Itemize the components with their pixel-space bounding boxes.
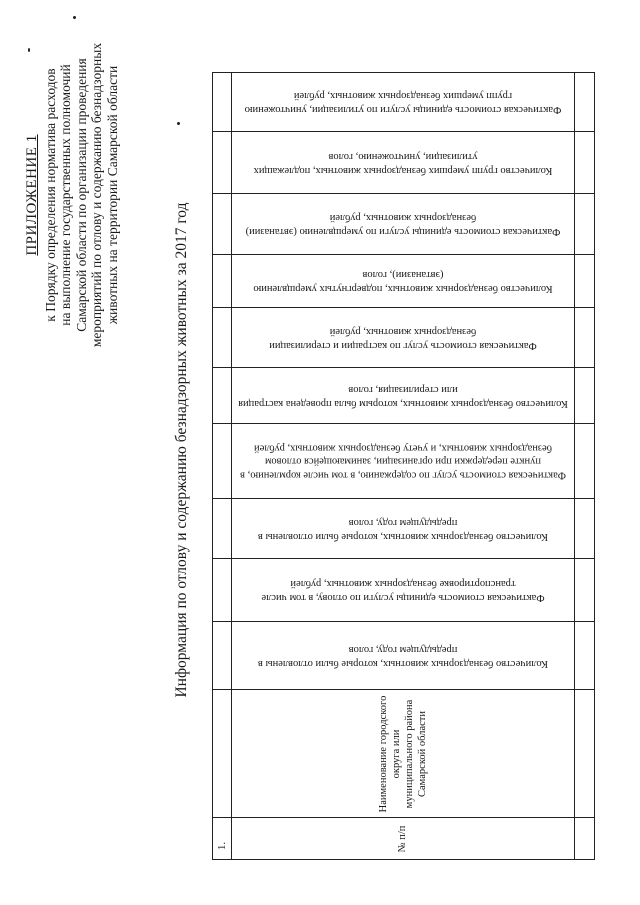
data-table xyxy=(212,72,595,860)
name-header-cell xyxy=(231,690,575,818)
appendix-line: животных на территории Самарской области xyxy=(104,65,120,325)
table-column xyxy=(213,193,594,255)
table-column xyxy=(213,558,594,622)
column-header-cell xyxy=(231,308,575,368)
column-header: Количество безнадзорных животных, которым была проведена кастрация или стерилизация, голов xyxy=(238,384,568,409)
document-heading: Информация по отлову и содержанию безнадзорных животных за 2017 год xyxy=(173,202,190,698)
table-column xyxy=(213,423,594,499)
column-header: Количество безнадзорных животных, подвергнутых умерщвлению (эвтаназии), голов xyxy=(253,269,553,294)
column-header-cell xyxy=(231,194,575,255)
table-column xyxy=(213,621,594,690)
table-column xyxy=(213,498,594,559)
table-column-name xyxy=(213,689,594,818)
column-header-cell xyxy=(231,73,575,131)
column-header-cell xyxy=(231,622,575,690)
appendix-header xyxy=(25,25,145,365)
column-header: Количество групп умерших безнадзорных животных, подлежащих утилизации, уничтожению, голов xyxy=(253,151,553,176)
column-header-cell xyxy=(231,255,575,308)
appendix-line: Самарской области по организации проведения xyxy=(73,58,89,332)
appendix-line: мероприятий по отлову и содержанию безнадзорных xyxy=(89,42,104,348)
scan-speck xyxy=(73,16,76,19)
appendix-line: на выполнение государственных полномочий xyxy=(58,64,73,326)
table-column xyxy=(213,131,594,194)
number-column-header: № п/п xyxy=(397,825,408,853)
column-header: Количество безнадзорных животных, которые были отловлены в предыдущем году, голов xyxy=(257,644,549,669)
appendix-title: ПРИЛОЖЕНИЕ 1 xyxy=(24,134,40,256)
column-header-cell xyxy=(231,559,575,622)
table-column-number xyxy=(213,817,594,860)
column-header: Количество безнадзорных животных, которые были отловлены в предыдущем году, голов xyxy=(257,517,549,542)
column-header: Фактическая стоимость единицы услуги по умерщвлению (эвтаназии) безнадзорных животных, рублей xyxy=(245,212,561,237)
appendix-line: к Порядку определения норматива расходов xyxy=(42,68,58,322)
column-header: Фактическая стоимость услуг по кастрации и стерилизации безнадзорных животных, рублей xyxy=(269,326,537,351)
table-column xyxy=(213,73,594,131)
column-header-cell xyxy=(231,424,575,499)
column-header: Фактическая стоимость единицы услуги по отлову, в том числе транспортировке безнадзорных животных, рублей xyxy=(261,578,545,603)
column-header: Фактическая стоимость единицы услуги по утилизации, уничтожению групп умерших безнадзорных животных, рублей xyxy=(244,90,562,115)
column-header-cell xyxy=(231,132,575,194)
table-column xyxy=(213,367,594,424)
table-column xyxy=(213,254,594,308)
column-header-cell xyxy=(231,368,575,424)
name-column-header: Наименование городского округа или муниципального района Самарской области xyxy=(378,695,428,813)
row-number-cell xyxy=(214,832,231,860)
num-header-cell xyxy=(231,818,575,860)
column-header: Фактическая стоимость услуг по содержанию, в том числе кормлению, в пункте передержки при организации, занимающейся отловом безнадзорных животных, и учету безнадзорных животных, рублей xyxy=(240,442,566,481)
column-header-cell xyxy=(231,499,575,559)
table-column xyxy=(213,307,594,368)
row-number: 1. xyxy=(216,841,229,851)
